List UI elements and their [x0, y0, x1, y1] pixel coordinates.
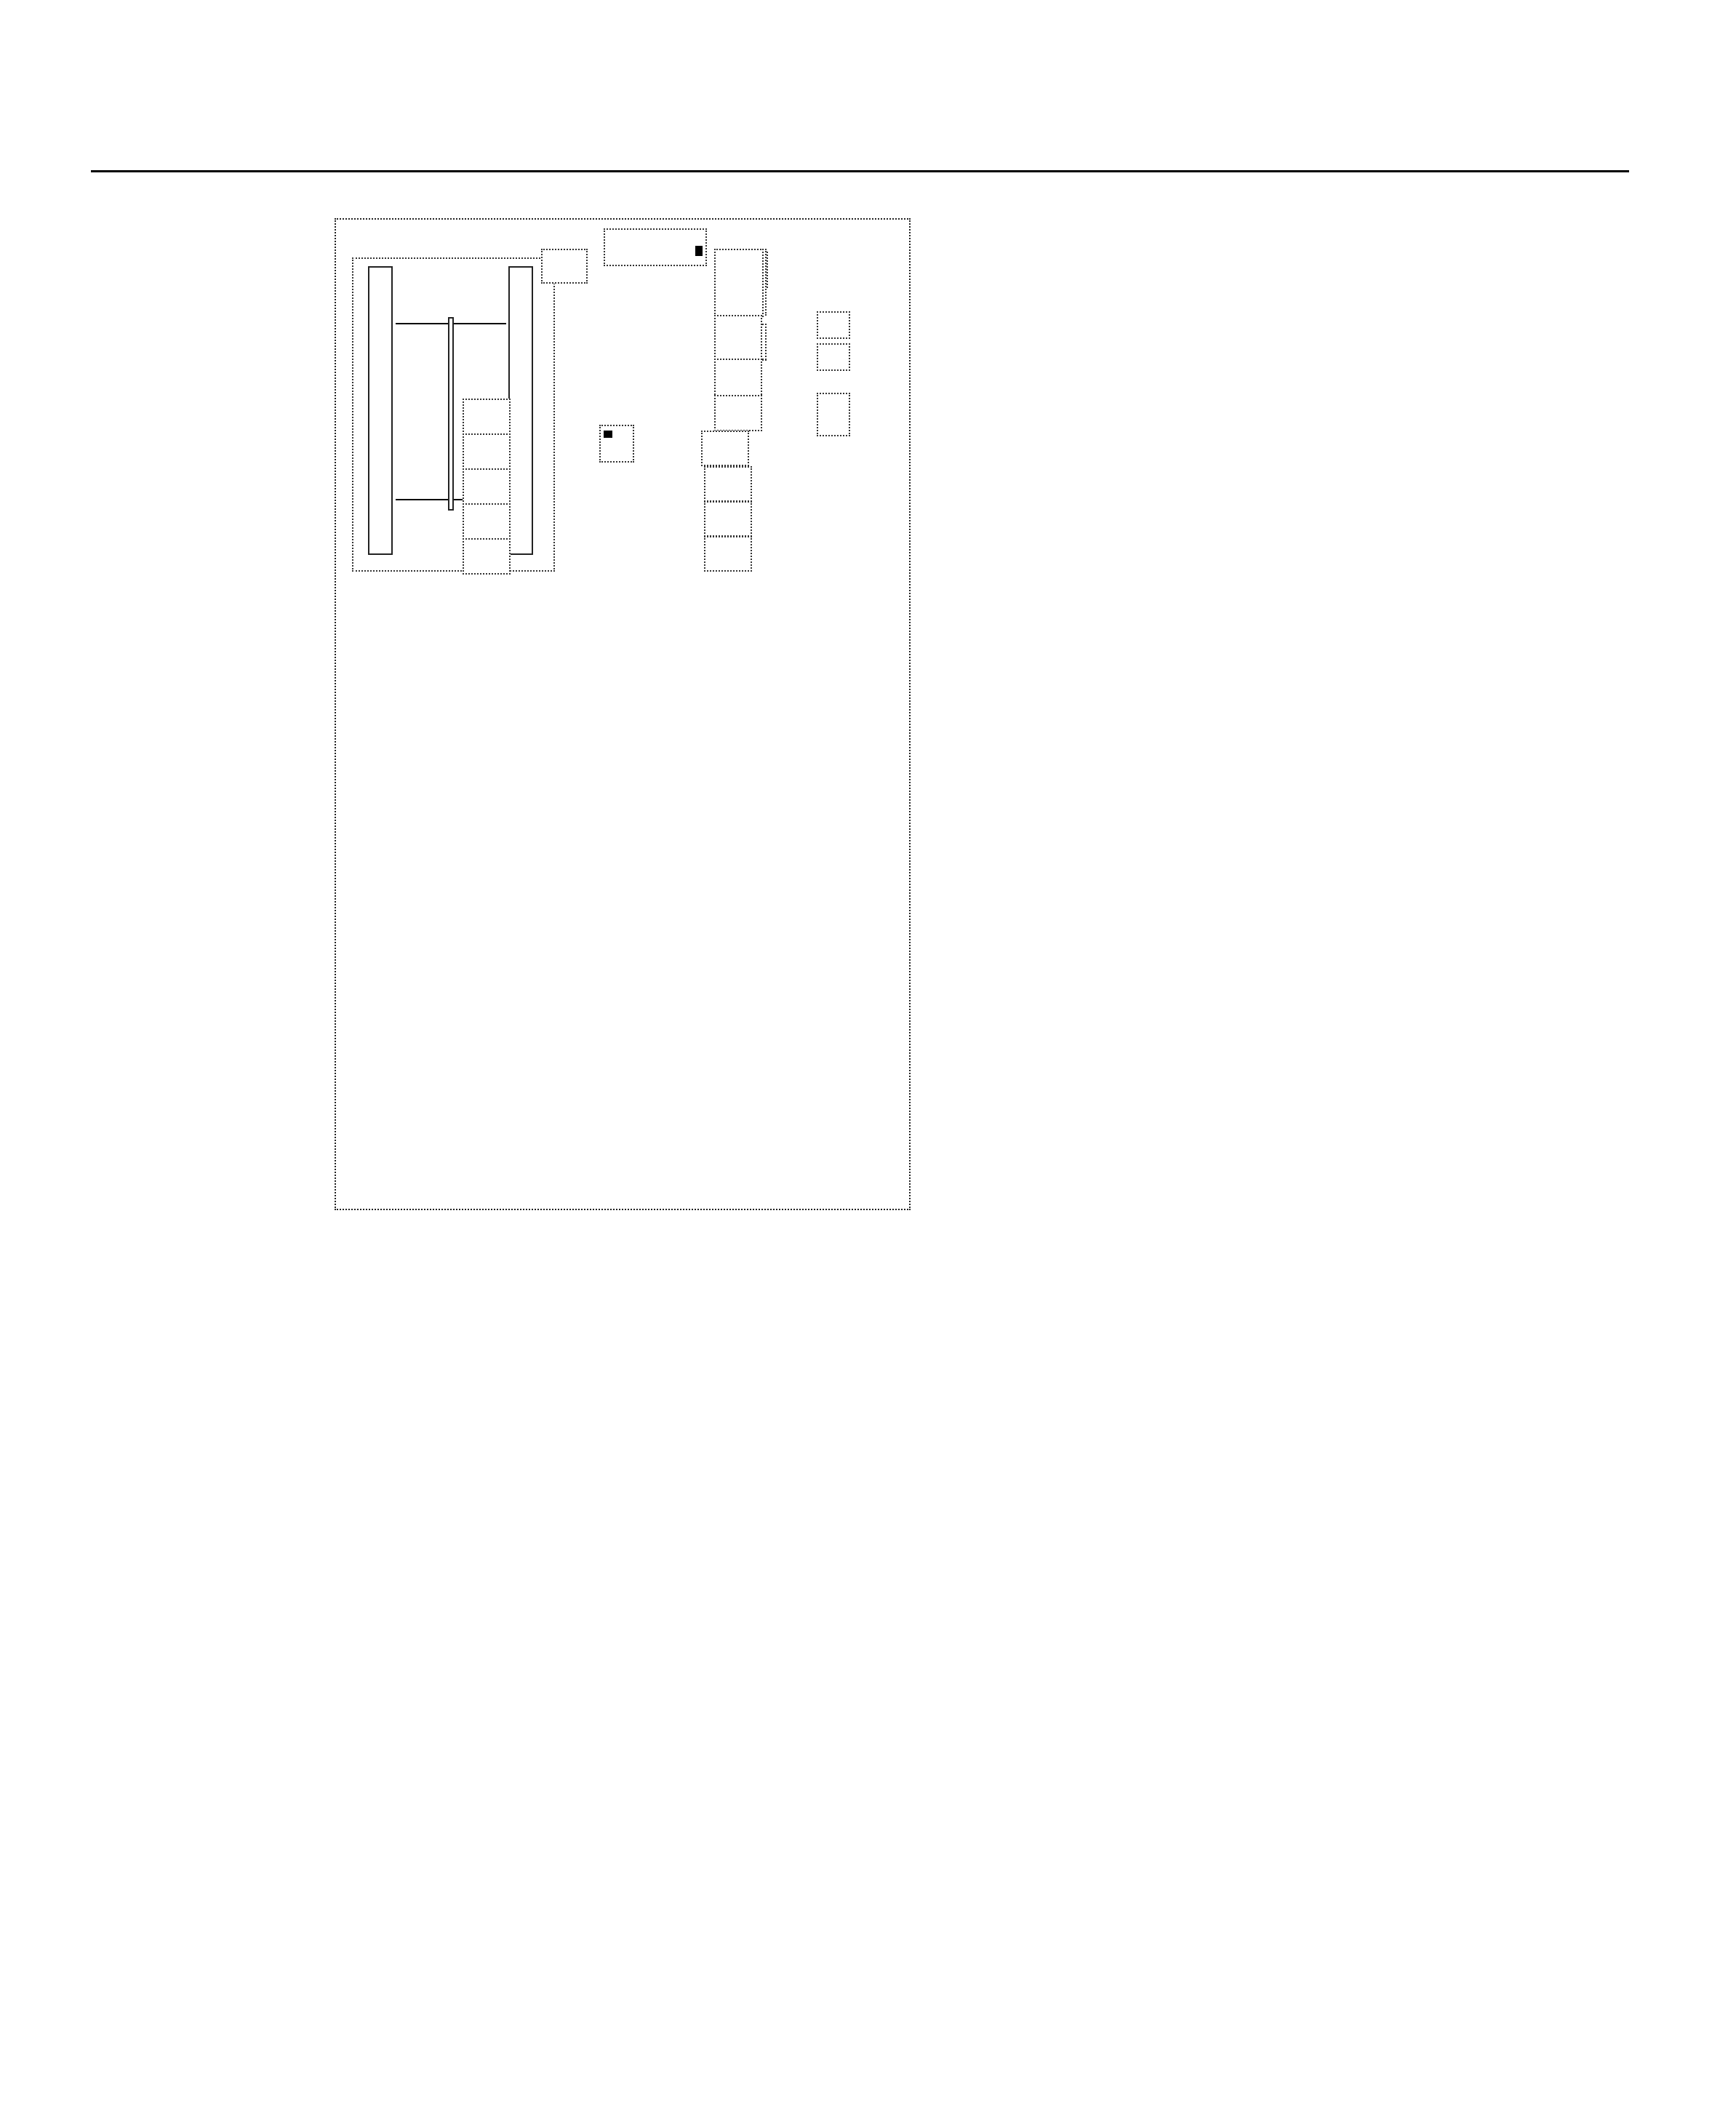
j6-connector: [604, 228, 707, 266]
relay-k13-upper: [704, 466, 752, 502]
terminal-p16: [817, 311, 850, 339]
relay-k21-area: [714, 249, 764, 317]
relay-k21: [541, 249, 588, 284]
relay-k17: [463, 399, 511, 435]
j2-connector: [599, 425, 634, 463]
relay-k9: [704, 536, 752, 572]
transformer: [352, 257, 555, 572]
terminal-p15: [817, 343, 850, 371]
relay-k16: [701, 431, 749, 466]
relay-k15: [463, 433, 511, 470]
header-divider: [91, 170, 1629, 172]
relay-k10: [463, 538, 511, 575]
relay-k18: [714, 395, 762, 431]
terminal-p19-p13: [817, 393, 850, 436]
relay-k12: [463, 503, 511, 540]
relay-k13-lower: [463, 468, 511, 505]
relay-k11: [704, 501, 752, 537]
